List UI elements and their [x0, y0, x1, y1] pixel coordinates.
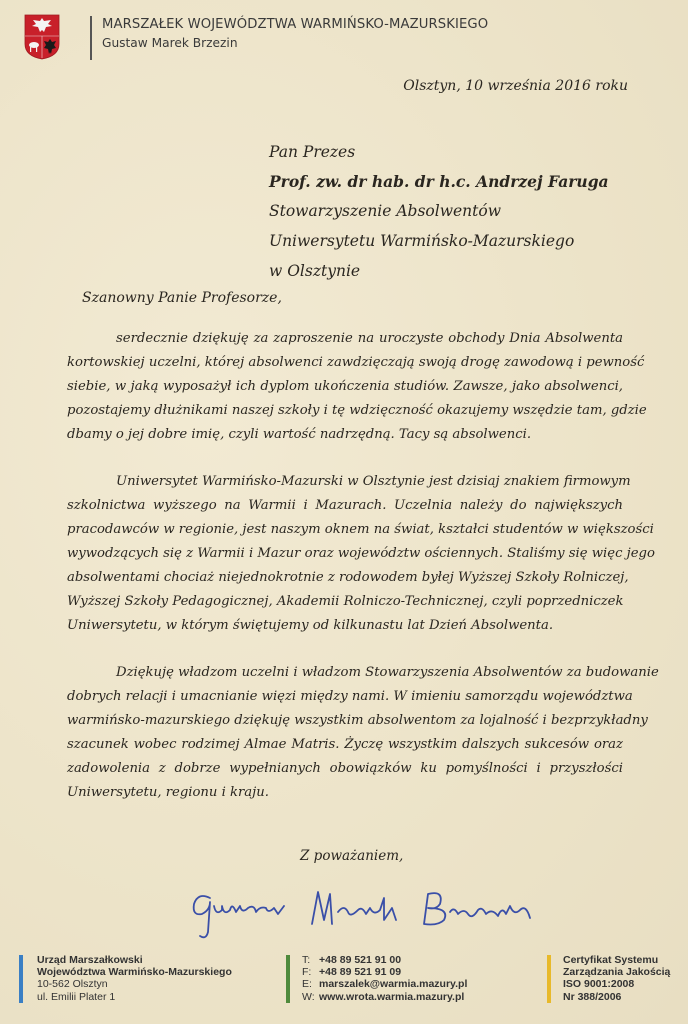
letterhead-name: Gustaw Marek Brzezin — [102, 36, 238, 50]
addressee-organization: Stowarzyszenie Absolwentów — [269, 202, 501, 220]
paragraph-3-line: dobrych relacji i umacnianie więzi między nami. W imieniu samorządu województwa — [67, 689, 633, 704]
certificate-line: ISO 9001:2008 — [563, 978, 635, 991]
addressee-university: Uniwersytetu Warmińsko-Mazurskiego — [269, 232, 575, 250]
paragraph-2-line: absolwentami chociaż niejednokrotnie z rodowodem byłej Wyższej Szkoły Rolniczej, — [67, 570, 629, 585]
footer-office-line: Województwa Warmińsko-Mazurskiego — [37, 966, 232, 979]
email-link[interactable]: marszalek@warmia.mazury.pl — [319, 978, 468, 991]
footer-office-line: 10-562 Olsztyn — [37, 978, 108, 991]
footer-office-line: Urząd Marszałkowski — [37, 954, 143, 966]
footer-office-line: ul. Emilii Plater 1 — [37, 990, 116, 1003]
date-line: Olsztyn, 10 września 2016 roku — [403, 78, 628, 94]
footer-office-bar — [19, 955, 23, 1003]
certificate-line: Nr 388/2006 — [563, 990, 622, 1003]
phone-label: T: — [302, 954, 311, 966]
paragraph-1-line: dbamy o jej dobre imię, czyli wartość nadrzędną. Tacy są absolwenci. — [67, 427, 532, 442]
closing: Z poważaniem, — [300, 848, 404, 864]
salutation: Szanowny Panie Profesorze, — [82, 290, 282, 306]
letterhead-office: MARSZAŁEK WOJEWÓDZTWA WARMIŃSKO-MAZURSKIEGO — [102, 17, 489, 32]
paragraph-2-line: pracodawców w regionie, jest naszym oknem na świat, kształci studentów w większości — [67, 522, 654, 537]
addressee-city: w Olsztynie — [269, 262, 361, 280]
paragraph-3-line: zadowolenia z dobrze wypełnianych obowiązków ku pomyślności i przyszłości — [67, 761, 623, 776]
fax-label: F: — [302, 966, 312, 979]
phone-number: +48 89 521 91 00 — [319, 954, 402, 966]
paragraph-3-line: szacunek wobec rodzimej Almae Matris. Życzę wszystkim dalszych sukcesów oraz — [67, 737, 623, 752]
header-divider — [90, 16, 92, 60]
paragraph-3-line: warmińsko-mazurskiego dziękuję wszystkim absolwentom za lojalność i bezprzykładny — [67, 713, 648, 728]
paragraph-3-line: Dziękuję władzom uczelni i władzom Stowarzyszenia Absolwentów za budowanie — [116, 665, 659, 680]
paragraph-2-line: wywodzących się z Warmii i Mazur oraz województw ościennych. Staliśmy się więc jego — [67, 546, 655, 561]
footer-contact — [302, 954, 467, 1003]
paragraph-1-line: siebie, w jaką wyposażył ich dyplom ukończenia studiów. Zawsze, jako absolwenci, — [67, 379, 623, 394]
website-label: W: — [302, 990, 315, 1003]
paragraph-1-line: pozostajemy dłużnikami naszej szkoły i tę wdzięczność okazujemy wszędzie tam, gdzie — [67, 403, 647, 418]
paragraph-3-line: Uniwersytetu, regionu i kraju. — [67, 785, 269, 800]
footer-certificate — [563, 954, 670, 1003]
footer-certificate-bar — [547, 955, 551, 1003]
paragraph-2-line: Uniwersytet Warmińsko-Mazurski w Olsztynie jest dzisiaj znakiem firmowym — [116, 474, 631, 489]
email-label: E: — [302, 978, 312, 991]
paragraph-2-line: szkolnictwa wyższego na Warmii i Mazurach. Uczelnia należy do największych — [67, 498, 623, 513]
addressee-title: Pan Prezes — [269, 143, 356, 161]
fax-number: +48 89 521 91 09 — [319, 966, 402, 979]
addressee-name: Prof. zw. dr hab. dr h.c. Andrzej Faruga — [269, 172, 609, 191]
coat-of-arms-icon — [24, 14, 60, 60]
paragraph-1-line: kortowskiej uczelni, której absolwenci zawdzięczają swoją drogę zawodową i pewność — [67, 355, 645, 370]
handwritten-signature — [188, 884, 588, 948]
footer-contact-bar — [286, 955, 290, 1003]
paragraph-2-line: Uniwersytetu, w którym świętujemy od kilkunastu lat Dzień Absolwenta. — [67, 618, 554, 633]
paragraph-2-line: Wyższej Szkoły Pedagogicznej, Akademii Rolniczo-Technicznej, czyli poprzedniczek — [67, 594, 624, 609]
certificate-line: Zarządzania Jakością — [563, 966, 671, 979]
footer-office — [37, 954, 232, 1003]
certificate-line: Certyfikat Systemu — [563, 954, 659, 966]
paragraph-1-line: serdecznie dziękuję za zaproszenie na uroczyste obchody Dnia Absolwenta — [116, 331, 623, 346]
website-link[interactable]: www.wrota.warmia.mazury.pl — [319, 990, 465, 1003]
